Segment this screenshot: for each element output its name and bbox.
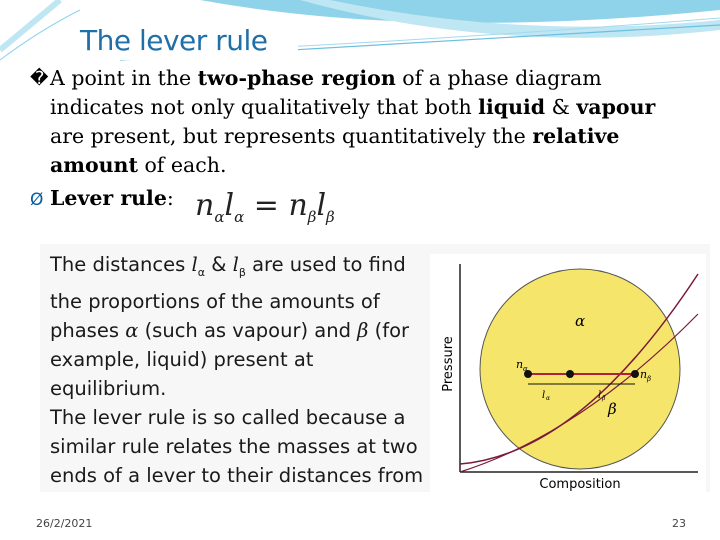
lever-rule-formula: $n_\alpha l_\alpha = n_\beta l_\beta$ xyxy=(195,188,335,226)
point-beta xyxy=(631,370,639,378)
bullet-two-phase: � A point in the two-phase region of a phase diagram indicates not only qualitatively that both liquid & vapour are present, but represents quantitatively the relative amount of each. xyxy=(30,66,656,177)
bullet-lever-rule: Ø Lever rule: xyxy=(30,186,174,210)
figure-caption: The distances $l_\alpha$ & $l_\beta$ are used to find the proportions of the amounts of phases α (such as vapour) and β (for example, liquid) present at equilibrium. The lever rule is so called because a similar rule relates the masses at two ends of a lever to their distances from xyxy=(50,253,424,487)
phase-circle xyxy=(480,269,680,469)
bullet-marker: � xyxy=(30,68,49,89)
svg-text:α: α xyxy=(546,395,551,402)
n-alpha-label: n xyxy=(516,358,524,371)
l-beta-label: l xyxy=(598,390,602,401)
svg-text:α: α xyxy=(523,365,528,373)
l-alpha-label: l xyxy=(542,390,546,401)
footer-date: 26/2/2021 xyxy=(36,517,93,530)
n-beta-label: n xyxy=(640,368,648,381)
beta-label: β xyxy=(608,400,617,418)
arrow-bullet-icon: Ø xyxy=(30,190,44,210)
lever-rule-label: Lever rule xyxy=(50,186,167,210)
y-axis-label: Pressure xyxy=(441,336,456,392)
phase-diagram xyxy=(430,254,706,492)
svg-text:β: β xyxy=(647,375,652,383)
svg-text:β: β xyxy=(602,395,606,402)
lever-rule-figure xyxy=(40,244,710,492)
alpha-label: α xyxy=(575,312,586,330)
point-system xyxy=(566,370,574,378)
x-axis-label: Composition xyxy=(539,477,621,492)
page-number: 23 xyxy=(672,517,686,530)
slide-title: The lever rule xyxy=(80,24,268,57)
